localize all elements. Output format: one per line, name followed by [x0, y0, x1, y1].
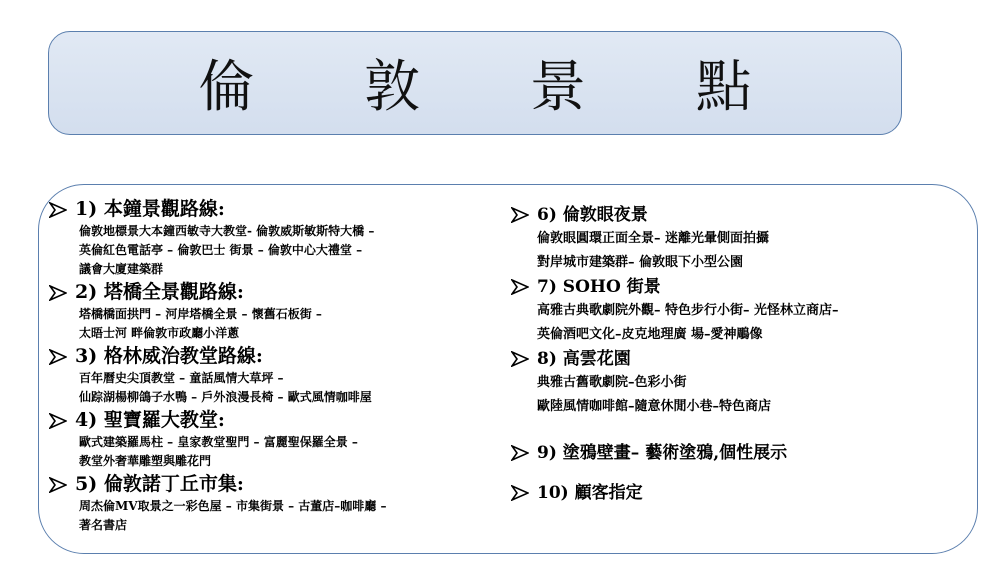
route-heading — [49, 472, 494, 497]
route-description-line: 歐式建築羅馬柱 – 皇家教堂聖門 – 富麗聖保羅全景 – — [79, 435, 358, 449]
route-title: 3) 格林威治教堂路線: — [75, 345, 263, 367]
route-item — [49, 280, 494, 343]
route-title: 8) 高雲花園 — [537, 349, 631, 369]
route-heading — [49, 344, 494, 369]
route-item — [49, 344, 494, 407]
route-item — [511, 275, 971, 347]
content-panel — [38, 184, 978, 554]
arrow-bullet-icon — [511, 207, 537, 223]
arrow-bullet-icon — [511, 445, 537, 461]
route-title: 10) 顧客指定 — [537, 483, 643, 503]
route-description-line: 百年曆史尖頂教堂 – 童話風情大草坪 – — [79, 371, 284, 385]
route-description-line: 歐陸風情咖啡館–隨意休閒小巷–特色商店 — [537, 399, 772, 414]
route-description-line: 高雅古典歌劇院外觀– 特色步行小街– 光怪林立商店– — [537, 303, 839, 318]
route-item — [49, 472, 494, 535]
route-description-line: 著名書店 — [79, 518, 128, 532]
route-heading — [49, 280, 494, 305]
arrow-bullet-icon — [511, 485, 537, 501]
route-description-line: 倫敦眼圓環正面全景– 迷離光暈側面拍攝 — [537, 231, 770, 246]
route-description-line: 塔橋橋面拱門 – 河岸塔橋全景 – 懷舊石板街 – — [79, 307, 322, 321]
route-title: 2) 塔橋全景觀路線: — [75, 281, 244, 303]
route-description-line: 議會大廈建築群 — [79, 262, 164, 276]
route-item — [511, 347, 971, 419]
title-banner — [48, 31, 902, 135]
route-heading — [511, 347, 971, 371]
route-item — [511, 441, 971, 465]
route-title: 4) 聖寶羅大教堂: — [75, 409, 225, 431]
arrow-bullet-icon — [49, 477, 75, 493]
route-heading — [511, 203, 971, 227]
route-description-line: 典雅古舊歌劇院–色彩小街 — [537, 375, 687, 390]
route-description-line: 太晤士河 畔倫敦市政廳小洋蔥 — [79, 326, 240, 340]
left-column — [49, 197, 494, 535]
route-item — [49, 197, 494, 279]
route-description-line: 仙踪湖楊柳鴿子水鴨 – 戶外浪漫長椅 – 歐式風情咖啡屋 — [79, 390, 372, 404]
arrow-bullet-icon — [511, 279, 537, 295]
route-heading — [511, 481, 971, 505]
route-title: 7) SOHO 街景 — [537, 277, 661, 297]
route-description-line: 對岸城市建築群– 倫敦眼下小型公園 — [537, 255, 744, 270]
page-title: 倫 敦 景 點 — [198, 55, 798, 120]
route-item — [511, 481, 971, 505]
route-title: 5) 倫敦諾丁丘市集: — [75, 473, 244, 495]
arrow-bullet-icon — [49, 349, 75, 365]
route-description-line: 英倫酒吧文化–皮克地理廣 場–愛神鵰像 — [537, 327, 763, 342]
arrow-bullet-icon — [49, 202, 75, 218]
route-heading — [49, 197, 494, 222]
route-heading — [511, 441, 971, 465]
route-description-line: 倫敦地標景大本鐘西敏寺大教堂- 倫敦威斯敏斯特大橋 – — [79, 224, 375, 238]
route-subtitle: – 藝術塗鴉,個性展示 — [630, 443, 788, 463]
arrow-bullet-icon — [49, 413, 75, 429]
route-title: 6) 倫敦眼夜景 — [537, 205, 648, 225]
route-title: 9) 塗鴉壁畫 — [537, 443, 631, 463]
route-heading — [49, 408, 494, 433]
route-item — [511, 203, 971, 275]
route-item — [49, 408, 494, 471]
route-description-line: 教堂外奢華雕塑與雕花門 — [79, 454, 212, 468]
route-title: 1) 本鐘景觀路線: — [75, 198, 225, 220]
route-description-line: 英倫紅色電話亭 – 倫敦巴士 街景 – 倫敦中心大禮堂 – — [79, 243, 363, 257]
arrow-bullet-icon — [511, 351, 537, 367]
route-description-line: 周杰倫MV取景之一彩色屋 – 市集街景 – 古董店–咖啡廳 – — [79, 499, 387, 513]
arrow-bullet-icon — [49, 285, 75, 301]
route-heading — [511, 275, 971, 299]
right-column — [511, 203, 971, 505]
